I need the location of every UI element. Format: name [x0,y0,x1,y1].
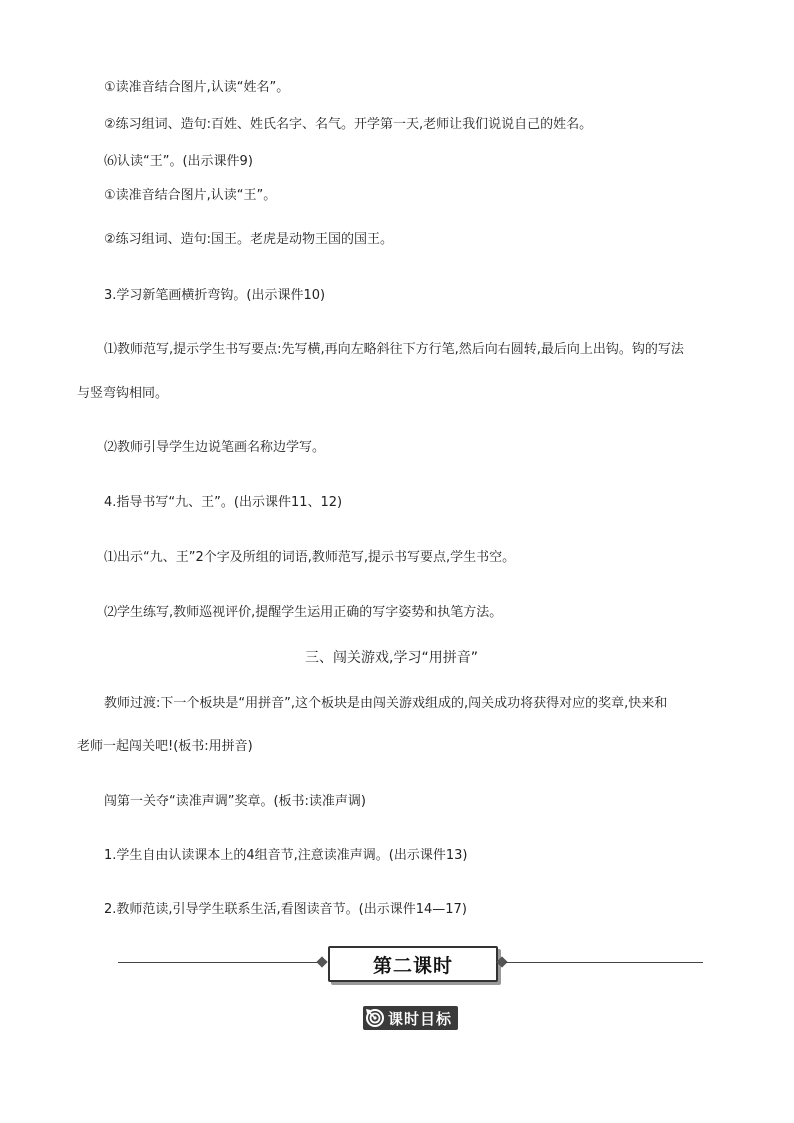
text-line-12: ⑵学生练写,教师巡视评价,提醒学生运用正确的写字姿势和执笔方法。 [104,605,503,620]
text-line-6: 3.学习新笔画横折弯钩。(出示课件10) [104,288,326,303]
text-line-18: 2.教师范读,引导学生联系生活,看图读音节。(出示课件14—17) [104,902,467,917]
section-heading: 三、闯关游戏,学习“用拼音” [305,650,478,666]
text-line-10: 4.指导书写“九、王”。(出示课件11、12) [104,495,343,510]
text-line-9: ⑵教师引导学生边说笔画名称边学写。 [104,440,326,455]
text-line-5: ②练习组词、造句:国王。老虎是动物王国的国王。 [104,232,394,247]
text-line-16: 闯第一关夺“读准声调”奖章。(板书:读准声调) [104,794,366,809]
diamond-left-icon [316,956,327,967]
text-line-15: 老师一起闯关吧!(板书:用拼音) [77,739,253,754]
divider-right [505,962,703,963]
text-line-1: ①读准音结合图片,认读“姓名”。 [104,80,290,95]
goal-badge [363,1006,458,1030]
text-line-3: ⑹认读“王”。(出示课件9) [104,154,253,169]
text-line-8: 与竖弯钩相同。 [77,386,169,401]
goal-badge-label: 课时目标 [388,1009,453,1028]
text-line-2: ②练习组词、造句:百姓、姓氏名字、名气。开学第一天,老师让我们说说自己的姓名。 [104,117,593,132]
divider-left [118,962,323,963]
text-line-14: 教师过渡:下一个板块是“用拼音”,这个板块是由闯关游戏组成的,闯关成功将获得对应的奖章,快来和 [104,696,668,711]
lesson-banner: 第二课时 [328,946,498,982]
target-icon [365,1008,385,1028]
text-line-7: ⑴教师范写,提示学生书写要点:先写横,再向左略斜往下方行笔,然后向右圆转,最后向上出钩。钩的写法 [104,342,684,357]
text-line-11: ⑴出示“九、王”2个字及所组的词语,教师范写,提示书写要点,学生书空。 [104,550,516,565]
text-line-4: ①读准音结合图片,认读“王”。 [104,188,277,203]
text-line-17: 1.学生自由认读课本上的4组音节,注意读准声调。(出示课件13) [104,848,468,863]
